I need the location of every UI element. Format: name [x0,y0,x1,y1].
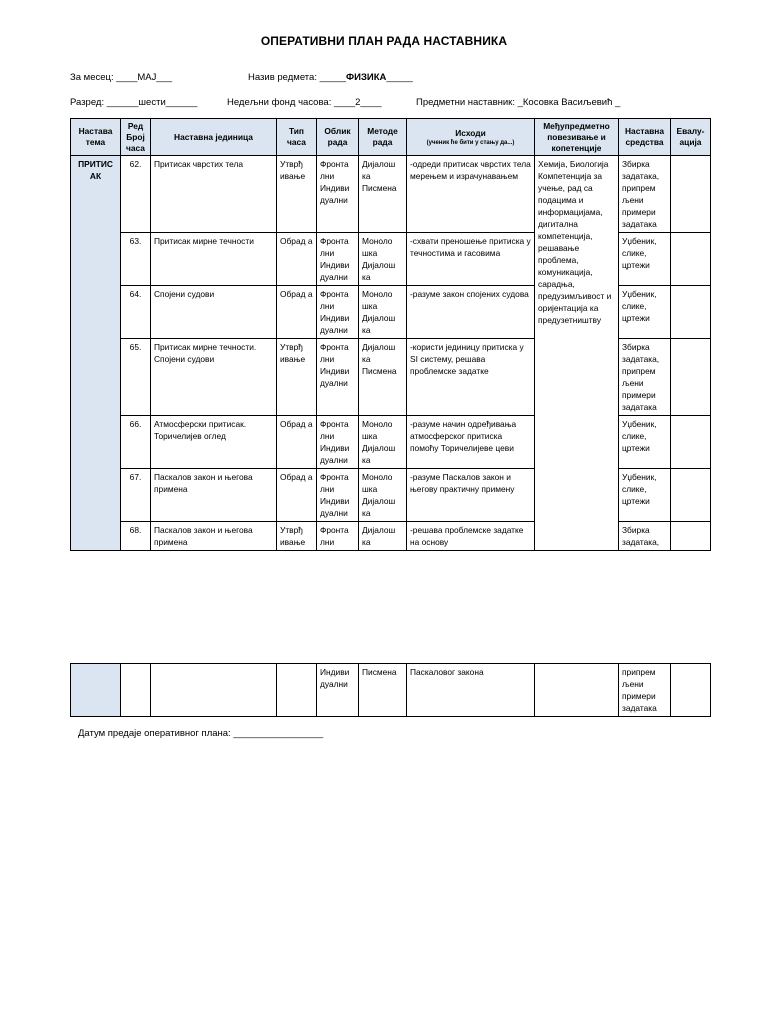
grade-field: Разред: ______шести______ [70,97,198,108]
row-resources: Уџбеник, слике, цртежи [619,469,671,522]
table-row [71,156,711,233]
row-evaluation [671,233,711,286]
row-methods: Дијалош ка [359,522,407,551]
row-evaluation [671,339,711,416]
row-number: 64. [121,286,151,339]
row-evaluation [671,286,711,339]
row-type: Обрад а [277,416,317,469]
month-field: За месец: ____МАЈ___ [70,72,173,83]
row-form: Фронта лни Индиви дуални [317,469,359,522]
row-form: Фронта лни Индиви дуални [317,416,359,469]
subject-prefix: Назив редмета: _____ [248,72,347,83]
header-outcomes-label: Исходи [455,127,486,138]
row-type: Утврђ ивање [277,522,317,551]
row-unit: Притисак мирне течности. Спојени судови [151,339,277,416]
row-outcome: -разуме закон спојених судова [407,286,535,339]
header-resources: Наставна средства [619,119,671,156]
row-number [121,664,151,717]
row-form: Фронта лни [317,522,359,551]
row-resources: Збирка задатака, припрем љени примери задатака [619,156,671,233]
row-resources: Уџбеник, слике, цртежи [619,416,671,469]
theme-cell [71,664,121,717]
row-form: Фронта лни Индиви дуални [317,339,359,416]
subject-suffix: _____ [386,72,413,83]
row-resources: припрем љени примери задатака [619,664,671,717]
row-number: 65. [121,339,151,416]
header-cross: Међупредметно повезивање и копетенције [535,119,619,156]
row-outcome: -одреди притисак чврстих тела мерењем и израчунавањем [407,156,535,233]
row-number: 68. [121,522,151,551]
header-form: Облик рада [317,119,359,156]
header-evaluation: Евалу-ација [671,119,711,156]
row-methods: Дијалош ка Писмена [359,156,407,233]
row-form: Индиви дуални [317,664,359,717]
table-row [71,664,711,717]
row-methods: Моноло шка Дијалош ка [359,469,407,522]
header-row [71,119,711,156]
row-evaluation [671,469,711,522]
weekly-hours-field: Недељни фонд часова: ____2____ [227,97,382,108]
row-type: Утврђ ивање [277,156,317,233]
row-methods: Моноло шка Дијалош ка [359,286,407,339]
row-type: Обрад а [277,286,317,339]
row-methods: Писмена [359,664,407,717]
theme-cell: ПРИТИС АК [71,156,121,551]
row-outcome: -користи јединицу притиска у SI систему, решава проблемске задатке [407,339,535,416]
row-unit: Притисак чврстих тела [151,156,277,233]
row-unit: Притисак мирне течности [151,233,277,286]
row-number: 62. [121,156,151,233]
submission-date-field: Датум предаје оперативног плана: _________________ [78,728,324,739]
cross-curricular-cell [535,664,619,717]
row-number: 67. [121,469,151,522]
row-evaluation [671,664,711,717]
row-type [277,664,317,717]
header-number: Ред Број часа [121,119,151,156]
row-unit: Атмосферски притисак. Торичелијев оглед [151,416,277,469]
cross-curricular-cell: Хемија, Биологија Компетенција за учење, рад са подацима и информацијама, дигитална компетенција, решавање проблема, комуникација, сарадња, предузимљивост и оријентација ка предузетништву [535,156,619,551]
row-methods: Моноло шка Дијалош ка [359,233,407,286]
header-theme: Настава тема [71,119,121,156]
row-unit [151,664,277,717]
row-number: 63. [121,233,151,286]
row-methods: Дијалош ка Писмена [359,339,407,416]
plan-table-continuation [70,663,711,717]
teacher-field: Предметни наставник: _Косовка Васиљевић _ [416,97,621,108]
header-outcomes-sub: (ученик ће бити у стању да...) [426,139,515,146]
header-unit: Наставна јединица [151,119,277,156]
row-type: Обрад а [277,233,317,286]
row-type: Утврђ ивање [277,339,317,416]
row-form: Фронта лни Индиви дуални [317,233,359,286]
page-title: ОПЕРАТИВНИ ПЛАН РАДА НАСТАВНИКА [260,34,508,48]
row-evaluation [671,522,711,551]
header-outcomes [407,119,535,156]
row-outcome: -решава проблемске задатке на основу [407,522,535,551]
row-type: Обрад а [277,469,317,522]
row-outcome: -схвати преношење притиска у течностима и гасовима [407,233,535,286]
row-evaluation [671,156,711,233]
row-unit: Паскалов закон и његова примена [151,469,277,522]
plan-table [70,118,711,551]
row-unit: Паскалов закон и његова примена [151,522,277,551]
row-outcome: -разуме начин одређивања атмосферског притиска помоћу Торичелијеве цеви [407,416,535,469]
row-form: Фронта лни Индиви дуални [317,156,359,233]
row-number: 66. [121,416,151,469]
row-form: Фронта лни Индиви дуални [317,286,359,339]
row-resources: Уџбеник, слике, цртежи [619,286,671,339]
row-resources: Збирка задатака, [619,522,671,551]
row-resources: Збирка задатака, припрем љени примери задатака [619,339,671,416]
subject-field [248,72,413,83]
row-outcome: Паскаловог закона [407,664,535,717]
row-resources: Уџбеник, слике, цртежи [619,233,671,286]
subject-value: ФИЗИКА [346,72,387,83]
header-type: Тип часа [277,119,317,156]
header-methods: Методе рада [359,119,407,156]
row-methods: Моноло шка Дијалош ка [359,416,407,469]
row-evaluation [671,416,711,469]
row-outcome: -разуме Паскалов закон и његову практичну примену [407,469,535,522]
row-unit: Спојени судови [151,286,277,339]
